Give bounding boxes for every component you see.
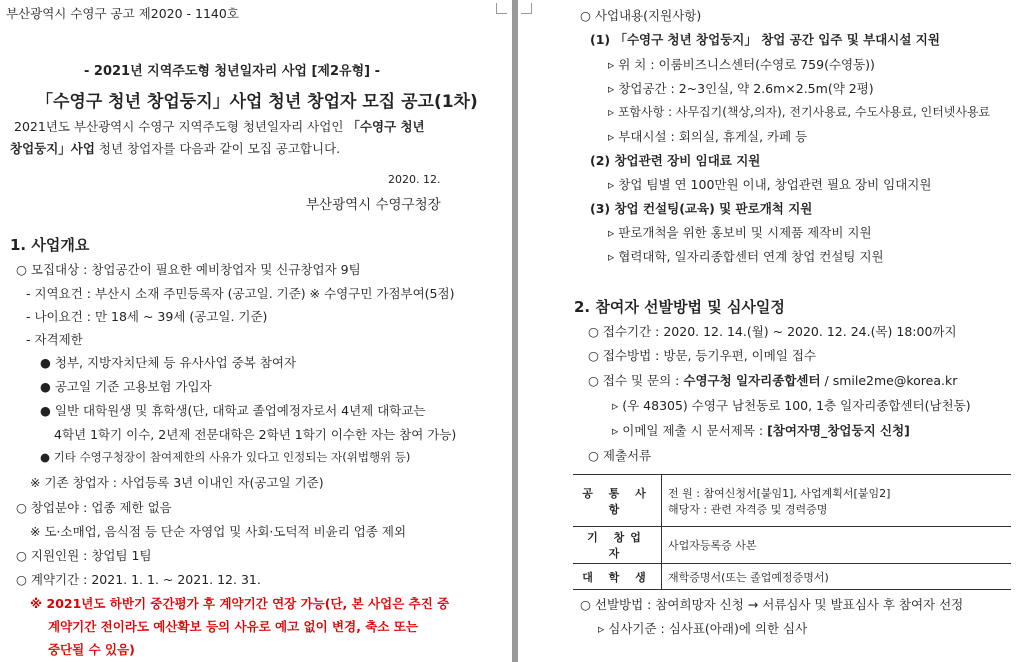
section-1-heading: 1. 사업개요 — [10, 236, 90, 254]
space-item: ▹ 창업공간 : 2~3인실, 약 2.6m×2.5m(약 2평) — [608, 81, 874, 96]
contact-line — [588, 371, 957, 389]
contract-note-red: 중단될 수 있음) — [48, 642, 135, 657]
page-corner-mark — [496, 3, 507, 14]
table-cell-line: 전 원 : 참여신청서[붙임1], 사업계획서[붙임2] — [668, 486, 891, 500]
contact-label: ○ 접수 및 문의 : — [588, 373, 684, 388]
support-1-title: (1) 「수영구 청년 창업둥지」 창업 공간 입주 및 부대시설 지원 — [590, 32, 940, 47]
eligibility-restriction: - 자격제한 — [26, 332, 83, 347]
restriction-item-continued: 4학년 1학기 이수, 2년제 전문대학은 2학년 1학기 이수한 자는 참여 가능) — [54, 427, 457, 442]
documents-heading: ○ 제출서류 — [588, 448, 652, 463]
support-headcount: ○ 지원인원 : 창업팀 1팀 — [16, 548, 152, 563]
contract-note-red: 계약기간 전이라도 예산확보 등의 사유로 예고 없이 변경, 축소 또는 — [48, 619, 418, 634]
recruit-target: ○ 모집대상 : 창업공간이 필요한 예비창업자 및 신규창업자 9팀 — [16, 262, 361, 277]
table-header-cell: 대 학 생 — [573, 564, 662, 590]
existing-founder-note: ※ 기존 창업자 : 사업등록 3년 이내인 자(공고일 기준) — [30, 475, 324, 490]
contact-org: 수영구청 일자리종합센터 — [683, 373, 821, 388]
restriction-item: ● 공고일 기준 고용보험 가입자 — [40, 379, 212, 394]
notice-date: 2020. 12. — [388, 173, 441, 186]
notice-subtitle: - 2021년 지역주도형 청년일자리 사업 [제2유형] - — [84, 64, 380, 79]
restriction-item: ● 일반 대학원생 및 휴학생(단, 대학교 졸업예정자로서 4년제 대학교는 — [40, 403, 426, 418]
notice-number: 부산광역시 수영구 공고 제2020 - 1140호 — [6, 6, 239, 21]
table-header-cell: 공 통 사 항 — [573, 475, 662, 527]
notice-signer: 부산광역시 수영구청장 — [306, 197, 441, 213]
email-subject-line — [612, 421, 910, 439]
age-requirement: - 나이요건 : 만 18세 ~ 39세 (공고일. 기준) — [26, 309, 268, 324]
contact-address: ▹ (우 48305) 수영구 남천동로 100, 1층 일자리종합센터(남천동) — [612, 398, 971, 413]
evaluation-criteria: ▹ 심사기준 : 심사표(아래)에 의한 심사 — [598, 621, 808, 636]
consulting-item: ▹ 협력대학, 일자리종합센터 연계 창업 컨설팅 지원 — [608, 249, 884, 264]
intro-text-2: 청년 창업자를 다음과 같이 모집 공고합니다. — [94, 141, 341, 156]
table-row — [573, 527, 1011, 564]
restriction-item: ● 기타 수영구청장이 참여제한의 사유가 있다고 인정되는 자(위법행위 등) — [40, 450, 411, 464]
contract-note-red: ※ 2021년도 하반기 중간평가 후 계약기간 연장 가능(단, 본 사업은 추진 중 — [30, 596, 450, 611]
application-period: ○ 접수기간 : 2020. 12. 14.(월) ~ 2020. 12. 24.(목) 18:00까지 — [588, 324, 957, 339]
table-cell — [662, 475, 1012, 527]
email-subject-label: ▹ 이메일 제출 시 문서제목 : — [612, 423, 768, 438]
table-header-cell: 기 창업자 — [573, 527, 662, 564]
region-requirement: - 지역요건 : 부산시 소재 주민등록자 (공고일. 기준) ※ 수영구민 가점부여(5점) — [26, 286, 455, 301]
notice-title: 「수영구 청년 창업둥지」사업 청년 창업자 모집 공고(1차) — [36, 92, 478, 112]
table-row — [573, 475, 1011, 527]
documents-table — [573, 474, 1011, 590]
location-item: ▹ 위 치 : 이룸비즈니스센터(수영로 759(수영동)) — [608, 57, 875, 72]
contact-email: / smile2me@korea.kr — [820, 373, 958, 388]
marketing-item: ▹ 판로개척을 위한 홍보비 및 시제품 제작비 지원 — [608, 225, 872, 240]
included-item: ▹ 포함사항 : 사무집기(책상,의자), 전기사용료, 수도사용료, 인터넷사용료 — [608, 105, 991, 119]
page-corner-mark — [521, 3, 532, 14]
intro-line-1 — [14, 117, 425, 135]
facility-item: ▹ 부대시설 : 회의실, 휴게실, 카페 등 — [608, 129, 808, 144]
restriction-item: ● 청부, 지방자치단체 등 유사사업 중복 참여자 — [40, 355, 297, 370]
left-page — [0, 0, 512, 662]
intro-program-name-2: 창업둥지」사업 — [10, 141, 95, 156]
email-subject-value: [참여자명_창업둥지 신청] — [767, 423, 910, 438]
intro-line-2 — [10, 139, 340, 157]
application-method: ○ 접수방법 : 방문, 등기우편, 이메일 접수 — [588, 348, 817, 363]
table-cell: 사업자등록증 사본 — [662, 527, 1012, 564]
selection-method: ○ 선발방법 : 참여희망자 신청 → 서류심사 및 발표심사 후 참여자 선정 — [580, 597, 964, 612]
content-heading: ○ 사업내용(지원사항) — [580, 8, 702, 23]
table-row — [573, 564, 1011, 590]
startup-field: ○ 창업분야 : 업종 제한 없음 — [16, 500, 172, 515]
equipment-item: ▹ 창업 팀별 연 100만원 이내, 창업관련 필요 장비 임대지원 — [608, 177, 932, 192]
table-cell-line: 해당자 : 관련 자격증 및 경력증명 — [668, 502, 828, 516]
excluded-industries-note: ※ 도·소매업, 음식점 등 단순 자영업 및 사회·도덕적 비윤리 업종 제외 — [30, 524, 407, 539]
intro-text: 2021년도 부산광역시 수영구 지역주도형 청년일자리 사업인 — [14, 119, 348, 134]
right-page — [518, 0, 1031, 662]
support-3-title: (3) 창업 컨설팅(교육) 및 판로개척 지원 — [590, 201, 813, 216]
table-cell: 재학증명서(또는 졸업예정증명서) — [662, 564, 1012, 590]
contract-period: ○ 계약기간 : 2021. 1. 1. ~ 2021. 12. 31. — [16, 572, 261, 587]
support-2-title: (2) 창업관련 장비 임대료 지원 — [590, 153, 761, 168]
intro-program-name: 「수영구 청년 — [347, 119, 425, 134]
section-2-heading: 2. 참여자 선발방법 및 심사일정 — [574, 298, 785, 316]
